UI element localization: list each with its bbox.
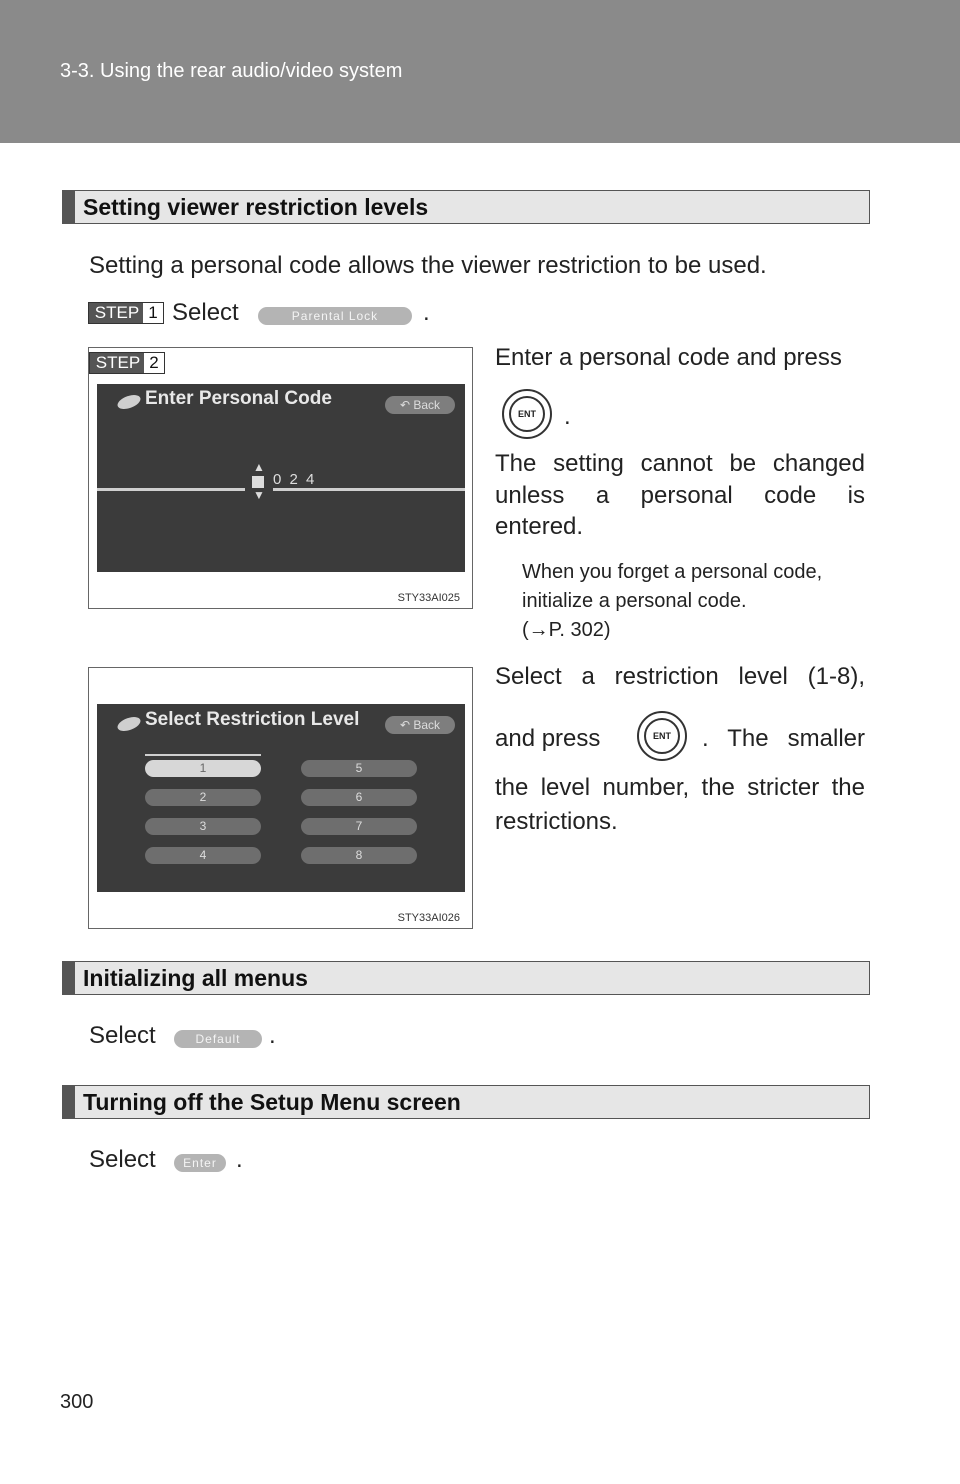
section-bar: [63, 191, 75, 223]
step-3-text-2a: and press: [495, 725, 601, 752]
level-button-5[interactable]: 5: [301, 760, 417, 777]
section-header-restriction: [62, 190, 870, 224]
level-button-1[interactable]: 1: [145, 760, 261, 777]
section-bar: [63, 962, 75, 994]
step-2-text-1: Enter a personal code and press: [495, 344, 842, 371]
init-select-text: Select: [89, 1022, 156, 1049]
level-button-6[interactable]: 6: [301, 789, 417, 806]
level-button-2[interactable]: 2: [145, 789, 261, 806]
step-3-text-1: Select a restriction level (1-8),: [495, 663, 865, 690]
step-2-period: .: [564, 403, 571, 430]
code-display: 0 2 4: [273, 471, 317, 488]
divider-right: [273, 488, 465, 491]
back-arrow-icon: ↶: [399, 398, 414, 412]
level-button-7[interactable]: 7: [301, 818, 417, 835]
step-3-text-2b: . The smaller: [702, 725, 865, 752]
display-screen: [97, 384, 465, 572]
turnoff-period: .: [236, 1146, 243, 1173]
note-page-reference: (→P. 302): [522, 619, 611, 641]
page-number: 300: [60, 1391, 94, 1413]
init-period: .: [269, 1022, 276, 1049]
back-button[interactable]: ↶ Back: [385, 716, 455, 734]
divider-left: [97, 488, 245, 491]
section-bar: [63, 1086, 75, 1118]
step-2-text-2c: entered.: [495, 513, 584, 540]
enter-button[interactable]: Enter: [174, 1154, 226, 1172]
step-2-badge: STEP 2: [89, 352, 165, 374]
section-title: Turning off the Setup Menu screen: [83, 1089, 461, 1115]
note-line-1: When you forget a personal code,: [522, 561, 823, 583]
section-title: Setting viewer restriction levels: [83, 194, 429, 220]
step-3-text-4: restrictions.: [495, 808, 618, 835]
back-button[interactable]: ↶ Back: [385, 396, 455, 414]
display-screen: [97, 704, 465, 892]
image-caption: STY33AI026: [397, 912, 460, 924]
step-1-period: .: [423, 299, 430, 326]
step-1-select-text: Select: [172, 299, 239, 326]
screen-title: Select Restriction Level: [145, 709, 360, 730]
digit-cursor: [252, 476, 264, 488]
level-button-4[interactable]: 4: [145, 847, 261, 864]
level-button-8[interactable]: 8: [301, 847, 417, 864]
ent-button-icon: ENT: [637, 711, 687, 761]
screen-title: Enter Personal Code: [145, 388, 332, 409]
logo-icon: [116, 714, 143, 733]
default-button[interactable]: Default: [174, 1030, 262, 1048]
level-button-3[interactable]: 3: [145, 818, 261, 835]
parental-lock-button[interactable]: Parental Lock: [258, 307, 412, 325]
step-1-badge: STEP 1: [88, 302, 164, 324]
screenshot-restriction-level: [88, 667, 473, 929]
back-arrow-icon: ↶: [399, 718, 414, 732]
page-header: [0, 0, 960, 143]
section-title: Initializing all menus: [83, 965, 308, 991]
step-2-text-2b: unless a personal code is: [495, 482, 865, 509]
section-header-init: [62, 961, 870, 995]
step-3-text-3: the level number, the stricter the: [495, 774, 865, 801]
header-section-title: 3-3. Using the rear audio/video system: [60, 60, 403, 82]
step-2-text-2a: The setting cannot be changed: [495, 450, 865, 477]
selection-line: [145, 754, 261, 756]
note-line-2: initialize a personal code.: [522, 590, 747, 612]
screenshot-enter-code: [88, 347, 473, 609]
ent-button-icon: ENT: [502, 389, 552, 439]
section-header-turnoff: [62, 1085, 870, 1119]
logo-icon: [116, 392, 143, 411]
turnoff-select-text: Select: [89, 1146, 156, 1173]
up-arrow-icon[interactable]: ▲: [253, 460, 265, 474]
intro-text: Setting a personal code allows the viewer restriction to be used.: [89, 252, 767, 279]
down-arrow-icon[interactable]: ▼: [253, 488, 265, 502]
image-caption: STY33AI025: [397, 592, 460, 604]
